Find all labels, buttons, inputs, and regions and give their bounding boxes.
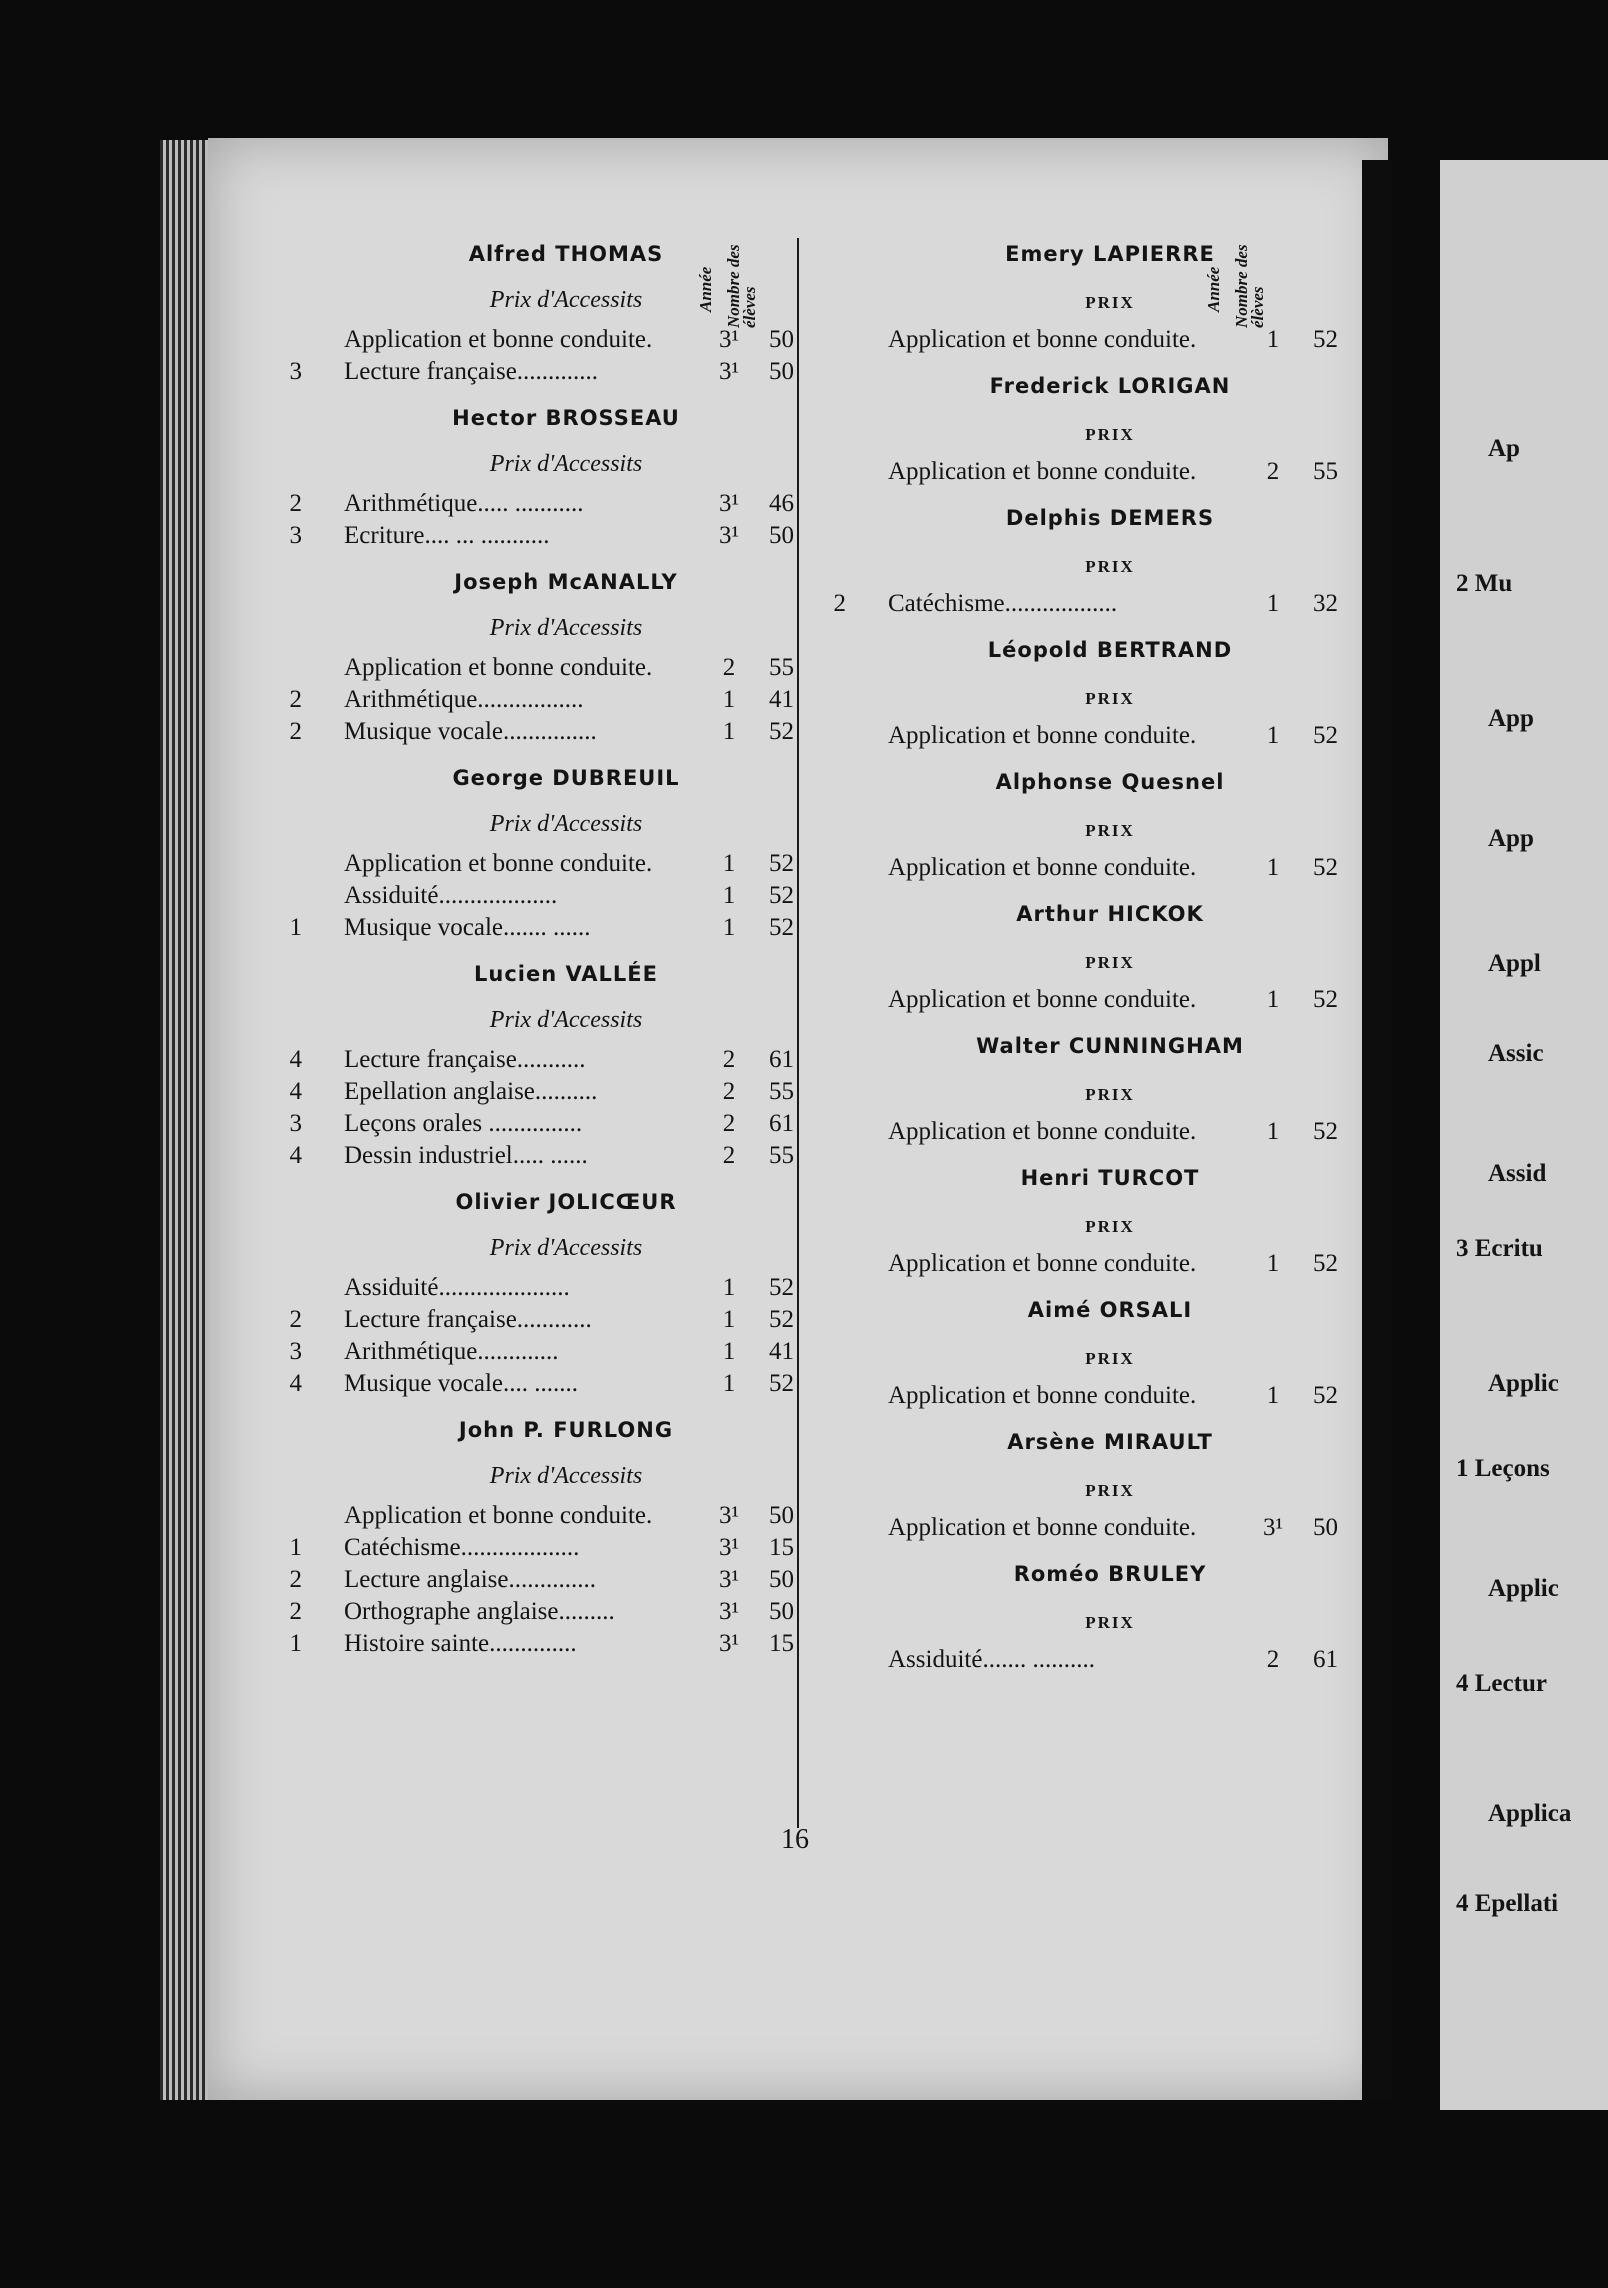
rank-number: 4: [289, 1142, 302, 1169]
award-row: [289, 1532, 826, 1564]
award-type: Prix d'Accessits: [489, 811, 643, 837]
page-number: 16: [781, 1824, 809, 1855]
student-count: 50: [769, 358, 794, 385]
student-count: 61: [769, 1110, 794, 1137]
award-type: Prix d'Accessits: [489, 287, 643, 313]
right-column: [833, 232, 1370, 1684]
spacer: [850, 752, 1370, 760]
year-value: 1: [1266, 326, 1280, 353]
facing-page-text: Applica: [1488, 1800, 1572, 1827]
student-count: 50: [769, 1598, 794, 1625]
student-count: 46: [769, 490, 794, 517]
student-entry: [850, 1024, 1370, 1156]
facing-page-text: 2 Mu: [1456, 570, 1513, 597]
year-value: 2: [722, 1110, 736, 1137]
student-name: Frederick LORIGAN: [989, 374, 1231, 398]
annee-header: Année: [1204, 266, 1223, 312]
student-entry: [289, 396, 826, 560]
award-row: [833, 588, 1370, 620]
rank-number: 3: [289, 358, 302, 385]
student-count: 61: [769, 1046, 794, 1073]
student-count: 50: [769, 1566, 794, 1593]
year-value: 2: [1266, 458, 1280, 485]
rank-number: 2: [289, 1566, 302, 1593]
facing-page-text: 1 Leçons: [1456, 1455, 1550, 1482]
student-count: 15: [769, 1630, 794, 1657]
spacer: [850, 1148, 1370, 1156]
annee-header: Année: [696, 266, 715, 312]
year-value: 3¹: [719, 326, 739, 353]
award-row: [306, 848, 826, 880]
subject-label: Application et bonne conduite.: [888, 986, 1197, 1013]
facing-page-text: Assid: [1488, 1160, 1547, 1187]
subject-label: Musique vocale....... ......: [344, 914, 591, 941]
student-name: Alfred THOMAS: [468, 242, 664, 266]
year-value: 2: [722, 1142, 736, 1169]
rank-number: 3: [289, 522, 302, 549]
facing-page-text: 3 Ecritu: [1456, 1235, 1543, 1262]
award-type: PRIX: [1085, 953, 1135, 972]
year-value: 3¹: [719, 358, 739, 385]
spacer: [306, 944, 826, 952]
award-row: [306, 324, 826, 356]
award-type: PRIX: [1085, 689, 1135, 708]
student-entry: [289, 232, 826, 396]
award-type: Prix d'Accessits: [489, 1463, 643, 1489]
rank-number: 1: [289, 914, 302, 941]
facing-page-text: 4 Epellati: [1456, 1890, 1559, 1917]
year-value: 3¹: [719, 1598, 739, 1625]
award-type: Prix d'Accessits: [489, 1007, 643, 1033]
rank-number: 3: [289, 1110, 302, 1137]
award-type: Prix d'Accessits: [489, 451, 643, 477]
student-name: Hector BROSSEAU: [452, 406, 680, 430]
student-entry: [289, 560, 826, 756]
subject-label: Assiduité....... ..........: [888, 1646, 1095, 1673]
subject-label: Epellation anglaise..........: [344, 1078, 598, 1105]
subject-label: Leçons orales ...............: [344, 1110, 583, 1137]
award-row: [850, 456, 1370, 488]
award-row: [306, 880, 826, 912]
student-count: 50: [769, 1502, 794, 1529]
student-count: 52: [769, 1274, 794, 1301]
award-row: [289, 684, 826, 716]
year-value: 1: [1266, 590, 1280, 617]
student-count: 50: [769, 326, 794, 353]
award-row: [850, 1644, 1370, 1676]
student-entry: [289, 756, 826, 952]
student-name: Olivier JOLICŒUR: [455, 1190, 677, 1214]
subject-label: Musique vocale...............: [344, 718, 597, 745]
award-row: [850, 324, 1370, 356]
year-value: 2: [722, 1046, 736, 1073]
subject-label: Application et bonne conduite.: [344, 850, 653, 877]
student-count: 50: [769, 522, 794, 549]
student-entry: [289, 1180, 826, 1408]
spacer: [306, 748, 826, 756]
spacer: [306, 1172, 826, 1180]
subject-label: Application et bonne conduite.: [344, 654, 653, 681]
student-name: Aimé ORSALI: [1027, 1298, 1193, 1322]
spacer: [850, 488, 1370, 496]
student-name: Emery LAPIERRE: [1005, 242, 1215, 266]
subject-label: Musique vocale.... .......: [344, 1370, 578, 1397]
subject-label: Application et bonne conduite.: [888, 1250, 1197, 1277]
student-entry: [833, 496, 1370, 628]
year-value: 1: [722, 882, 736, 909]
student-name: Joseph McANALLY: [454, 570, 678, 594]
student-name: Roméo BRULEY: [1013, 1562, 1207, 1586]
spacer: [850, 1544, 1370, 1552]
year-value: 1: [722, 1338, 736, 1365]
student-count: 52: [1313, 1382, 1338, 1409]
award-row: [289, 716, 826, 748]
facing-page-text: App: [1488, 825, 1534, 852]
award-row: [289, 1368, 826, 1400]
student-entry: [289, 1408, 826, 1668]
spacer: [850, 1676, 1370, 1684]
spacer: [850, 620, 1370, 628]
award-row: [289, 1304, 826, 1336]
rank-number: 2: [289, 718, 302, 745]
subject-label: Application et bonne conduite.: [888, 326, 1197, 353]
year-value: 1: [722, 1274, 736, 1301]
year-value: 1: [722, 718, 736, 745]
rank-number: 1: [289, 1630, 302, 1657]
column-divider: [797, 238, 799, 1828]
subject-label: Application et bonne conduite.: [344, 1502, 653, 1529]
year-value: 1: [722, 850, 736, 877]
award-type: Prix d'Accessits: [489, 1235, 643, 1261]
subject-label: Assiduité.....................: [344, 1274, 570, 1301]
year-value: 3¹: [719, 1502, 739, 1529]
student-count: 52: [1313, 326, 1338, 353]
subject-label: Assiduité...................: [344, 882, 558, 909]
award-type: PRIX: [1085, 1217, 1135, 1236]
student-name: Léopold BERTRAND: [987, 638, 1233, 662]
subject-label: Application et bonne conduite.: [888, 722, 1197, 749]
spacer: [850, 1280, 1370, 1288]
student-count: 52: [1313, 1250, 1338, 1277]
student-count: 52: [769, 1370, 794, 1397]
rank-number: 2: [833, 590, 846, 617]
award-row: [289, 356, 826, 388]
student-count: 52: [1313, 986, 1338, 1013]
year-value: 2: [722, 654, 736, 681]
award-row: [289, 1108, 826, 1140]
subject-label: Arithmétique.................: [344, 686, 584, 713]
student-count: 52: [769, 882, 794, 909]
student-name: Arthur HICKOK: [1016, 902, 1204, 926]
student-name: John P. FURLONG: [458, 1418, 674, 1442]
student-name: Henri TURCOT: [1020, 1166, 1200, 1190]
facing-page-text: 4 Lectur: [1456, 1670, 1547, 1697]
award-type: PRIX: [1085, 1481, 1135, 1500]
year-value: 1: [1266, 854, 1280, 881]
award-row: [850, 1380, 1370, 1412]
spacer: [306, 1400, 826, 1408]
year-value: 1: [722, 1306, 736, 1333]
student-count: 55: [769, 1142, 794, 1169]
award-type: PRIX: [1085, 557, 1135, 576]
award-row: [289, 1076, 826, 1108]
student-count: 55: [1313, 458, 1338, 485]
student-count: 15: [769, 1534, 794, 1561]
award-type: PRIX: [1085, 293, 1135, 312]
rank-number: 4: [289, 1078, 302, 1105]
award-row: [289, 488, 826, 520]
spacer: [850, 1016, 1370, 1024]
student-count: 50: [1313, 1514, 1338, 1541]
spacer: [306, 1660, 826, 1668]
subject-label: Catéchisme...................: [344, 1534, 580, 1561]
student-count: 52: [769, 1306, 794, 1333]
award-row: [306, 1500, 826, 1532]
year-value: 3¹: [719, 490, 739, 517]
facing-page: [1440, 160, 1608, 2110]
facing-page-text: Applic: [1488, 1575, 1559, 1602]
spacer: [306, 388, 826, 396]
award-row: [289, 1564, 826, 1596]
year-value: 1: [1266, 1382, 1280, 1409]
year-value: 3¹: [719, 522, 739, 549]
year-value: 1: [722, 914, 736, 941]
student-count: 41: [769, 1338, 794, 1365]
student-entry: [850, 760, 1370, 892]
year-value: 1: [722, 686, 736, 713]
subject-label: Lecture française.............: [344, 358, 599, 385]
award-type: Prix d'Accessits: [489, 615, 643, 641]
award-type: PRIX: [1085, 1085, 1135, 1104]
year-value: 1: [1266, 986, 1280, 1013]
subject-label: Application et bonne conduite.: [888, 1382, 1197, 1409]
subject-label: Orthographe anglaise.........: [344, 1598, 615, 1625]
award-row: [850, 1248, 1370, 1280]
student-name: Walter CUNNINGHAM: [976, 1034, 1244, 1058]
subject-label: Lecture anglaise..............: [344, 1566, 596, 1593]
student-name: George DUBREUIL: [452, 766, 680, 790]
rank-number: 2: [289, 1306, 302, 1333]
rank-number: 4: [289, 1046, 302, 1073]
student-count: 52: [769, 850, 794, 877]
award-row: [289, 1140, 826, 1172]
award-type: PRIX: [1085, 425, 1135, 444]
award-row: [850, 1512, 1370, 1544]
rank-number: 4: [289, 1370, 302, 1397]
subject-label: Lecture française............: [344, 1306, 592, 1333]
rank-number: 1: [289, 1534, 302, 1561]
spacer: [306, 552, 826, 560]
left-column: [289, 232, 826, 1668]
student-count: 55: [769, 654, 794, 681]
student-name: Alphonse Quesnel: [995, 770, 1225, 794]
student-entry: [850, 628, 1370, 760]
year-value: 3¹: [719, 1566, 739, 1593]
page-edges: [160, 140, 210, 2100]
subject-label: Application et bonne conduite.: [888, 854, 1197, 881]
student-count: 52: [769, 914, 794, 941]
award-row: [306, 1272, 826, 1304]
subject-label: Application et bonne conduite.: [888, 458, 1197, 485]
year-value: 3¹: [719, 1534, 739, 1561]
award-row: [289, 1336, 826, 1368]
student-entry: [850, 1420, 1370, 1552]
award-row: [850, 984, 1370, 1016]
year-value: 1: [1266, 1250, 1280, 1277]
student-count: 52: [1313, 722, 1338, 749]
student-entry: [850, 892, 1370, 1024]
year-value: 3¹: [719, 1630, 739, 1657]
year-value: 1: [722, 1370, 736, 1397]
student-name: Delphis DEMERS: [1005, 506, 1215, 530]
student-entry: [850, 1288, 1370, 1420]
student-entry: [850, 364, 1370, 496]
student-name: Arsène MIRAULT: [1007, 1430, 1213, 1454]
facing-page-text: Applic: [1488, 1370, 1559, 1397]
rank-number: 2: [289, 490, 302, 517]
year-value: 1: [1266, 722, 1280, 749]
award-row: [289, 1628, 826, 1660]
spacer: [850, 356, 1370, 364]
year-value: 2: [722, 1078, 736, 1105]
award-row: [289, 912, 826, 944]
nombre-header: Nombre des élèves: [1232, 244, 1267, 328]
subject-label: Catéchisme..................: [888, 590, 1118, 617]
student-name: Lucien VALLÉE: [473, 962, 658, 986]
rank-number: 2: [289, 686, 302, 713]
award-type: PRIX: [1085, 1349, 1135, 1368]
award-row: [850, 852, 1370, 884]
student-count: 52: [769, 718, 794, 745]
year-value: 3¹: [1263, 1514, 1283, 1541]
award-row: [289, 520, 826, 552]
subject-label: Application et bonne conduite.: [344, 326, 653, 353]
student-count: 55: [769, 1078, 794, 1105]
rank-number: 3: [289, 1338, 302, 1365]
facing-page-text: Ap: [1488, 435, 1520, 462]
student-count: 52: [1313, 854, 1338, 881]
student-entry: [850, 1552, 1370, 1684]
student-entry: [850, 232, 1370, 364]
award-type: PRIX: [1085, 821, 1135, 840]
award-row: [850, 720, 1370, 752]
year-value: 2: [1266, 1646, 1280, 1673]
award-row: [289, 1596, 826, 1628]
subject-label: Lecture française...........: [344, 1046, 586, 1073]
student-entry: [850, 1156, 1370, 1288]
subject-label: Arithmétique..... ...........: [344, 490, 584, 517]
student-entry: [289, 952, 826, 1180]
award-row: [289, 1044, 826, 1076]
student-count: 32: [1313, 590, 1338, 617]
subject-label: Application et bonne conduite.: [888, 1118, 1197, 1145]
student-count: 52: [1313, 1118, 1338, 1145]
spacer: [850, 884, 1370, 892]
year-value: 1: [1266, 1118, 1280, 1145]
award-row: [306, 652, 826, 684]
student-count: 41: [769, 686, 794, 713]
spacer: [850, 1412, 1370, 1420]
award-type: PRIX: [1085, 1613, 1135, 1632]
facing-page-text: Assic: [1488, 1040, 1544, 1067]
rank-number: 2: [289, 1598, 302, 1625]
subject-label: Dessin industriel..... ......: [344, 1142, 588, 1169]
subject-label: Arithmétique.............: [344, 1338, 559, 1365]
subject-label: Application et bonne conduite.: [888, 1514, 1197, 1541]
student-count: 61: [1313, 1646, 1338, 1673]
nombre-header: Nombre des élèves: [724, 244, 759, 328]
facing-page-text: App: [1488, 705, 1534, 732]
subject-label: Histoire sainte..............: [344, 1630, 577, 1657]
subject-label: Ecriture.... ... ...........: [344, 522, 550, 549]
award-row: [850, 1116, 1370, 1148]
facing-page-text: Appl: [1488, 950, 1541, 977]
